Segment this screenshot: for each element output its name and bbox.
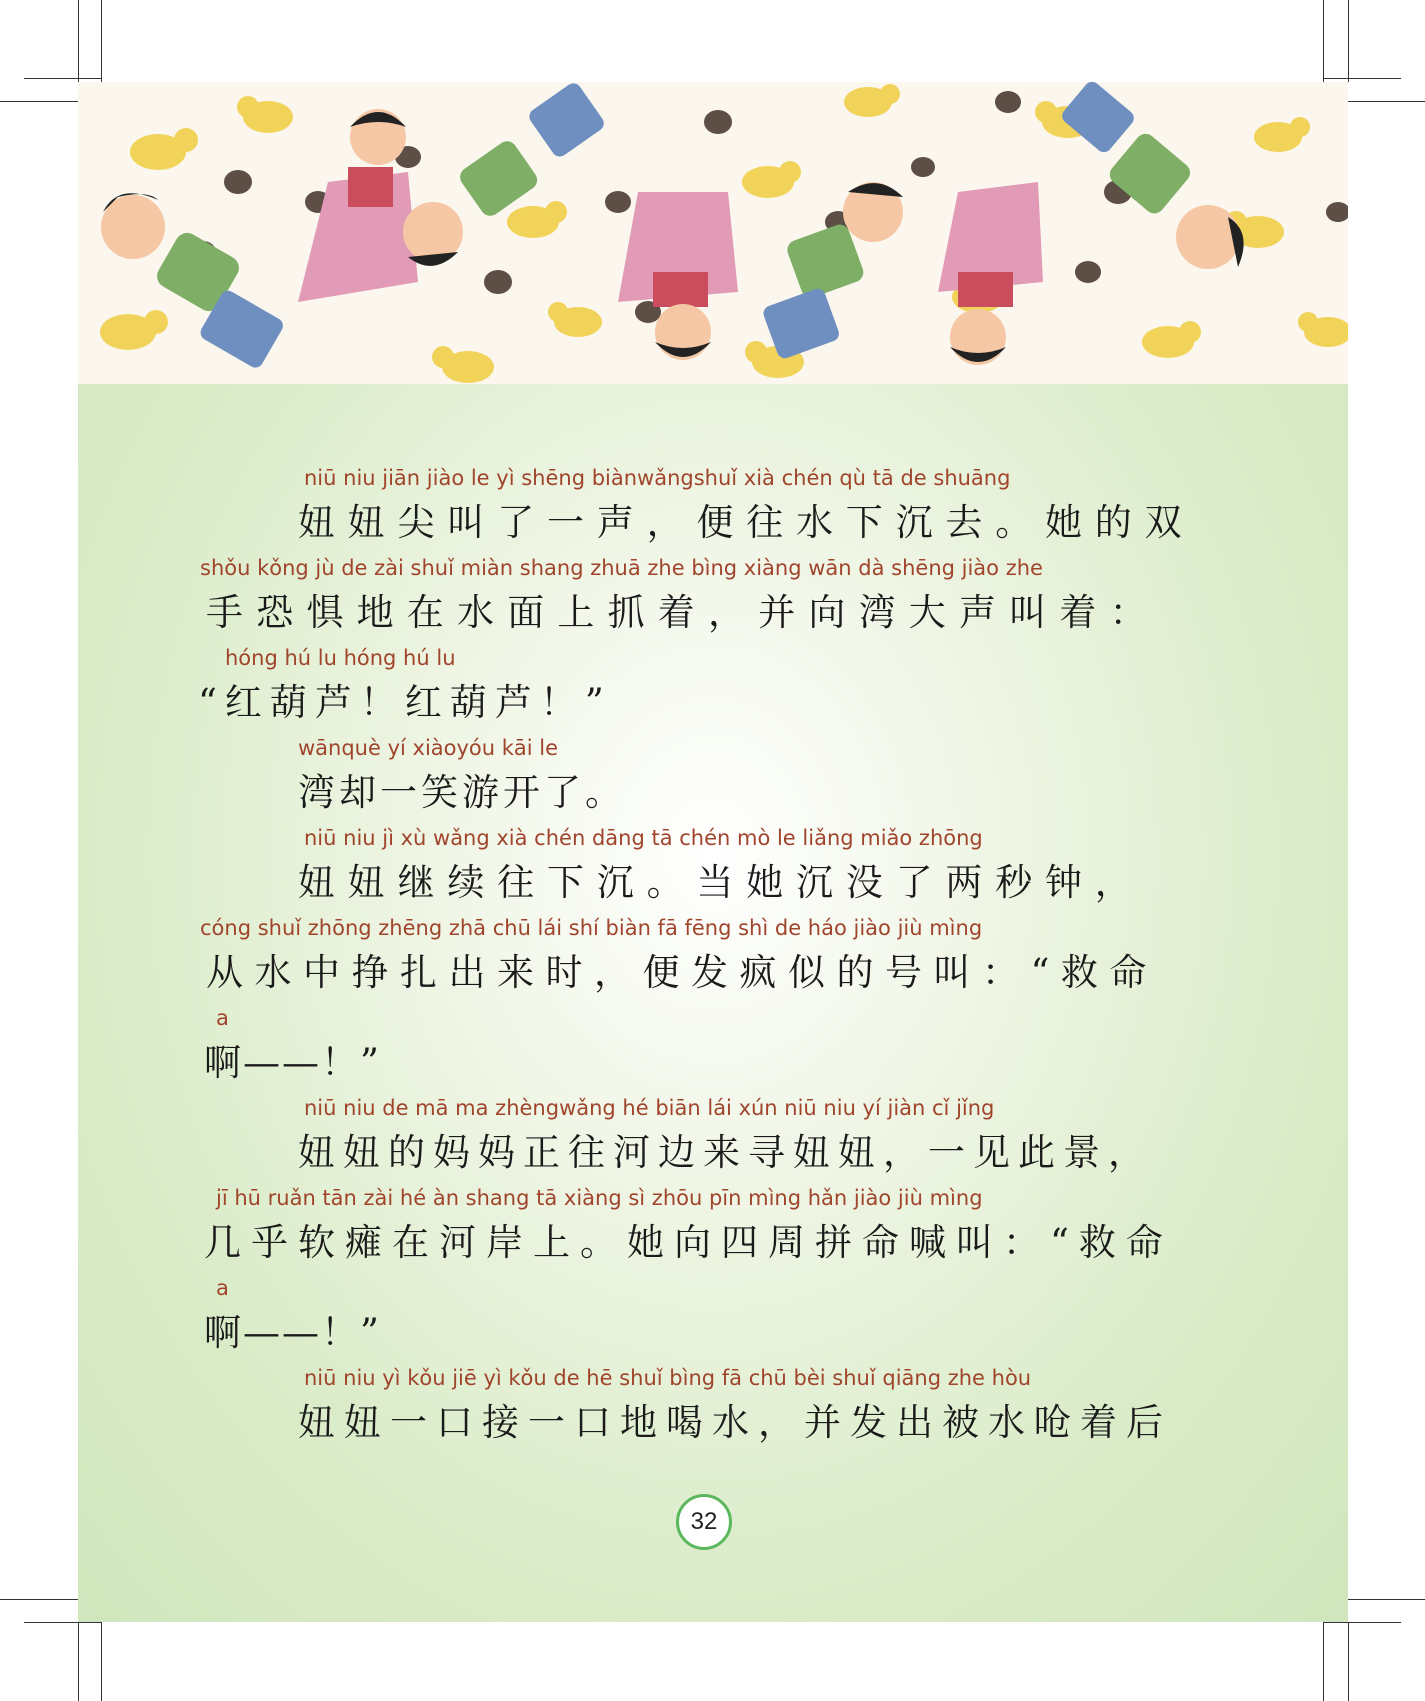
children-ducklings-illustration (78, 82, 1348, 384)
text-line-3 (78, 646, 1348, 741)
crop-mark (78, 0, 79, 82)
illustration-banner (78, 82, 1348, 384)
hanzi-line: 妞妞尖叫了一声，便往水下沉去。她的双 (298, 501, 1195, 544)
crop-mark (1348, 101, 1425, 102)
pinyin-line: hóng hú lu hóng hú lu (225, 646, 456, 670)
pinyin-line: cóng shuǐ zhōng zhēng zhā chū lái shí biàn fā fēng shì de háo jiào jiù mìng (200, 916, 983, 940)
text-line-1 (78, 466, 1348, 561)
hanzi-line: 手恐惧地在水面上抓着，并向湾大声叫着： (206, 591, 1160, 634)
pinyin-line: niū niu jì xù wǎng xià chén dāng tā chén mò le liǎng miǎo zhōng (304, 826, 983, 850)
pinyin-line: niū niu yì kǒu jiē yì kǒu de hē shuǐ bìng fā chū bèi shuǐ qiāng zhe hòu (304, 1366, 1032, 1390)
crop-mark (78, 1622, 79, 1701)
pinyin-line: jī hū ruǎn tān zài hé àn shang tā xiàng sì zhōu pīn mìng hǎn jiào jiù mìng (216, 1186, 983, 1210)
crop-mark (1348, 1622, 1349, 1701)
text-line-6 (78, 916, 1348, 1011)
page-number: 32 (676, 1494, 732, 1550)
crop-mark (1348, 1599, 1425, 1600)
text-line-9 (78, 1186, 1348, 1281)
pinyin-line: a (216, 1006, 229, 1030)
crop-mark (24, 1622, 102, 1623)
text-line-2 (78, 556, 1348, 651)
pinyin-line: niū niu de mā ma zhèngwǎng hé biān lái xún niū niu yí jiàn cǐ jǐng (304, 1096, 995, 1120)
hanzi-line: 妞妞继续往下沉。当她沉没了两秒钟， (298, 861, 1145, 904)
pinyin-line: niū niu jiān jiào le yì shēng biànwǎngshuǐ xià chén qù tā de shuāng (304, 466, 1011, 490)
crop-mark (1323, 0, 1324, 82)
hanzi-line: 妞妞的妈妈正往河边来寻妞妞，一见此景， (298, 1131, 1153, 1174)
crop-mark (101, 1622, 102, 1701)
story-text-panel (78, 384, 1348, 1622)
crop-mark (1323, 78, 1401, 79)
hanzi-line: 从水中挣扎出来时，便发疯似的号叫：“救命 (206, 951, 1158, 994)
text-line-5 (78, 826, 1348, 921)
hanzi-line: 啊——！” (204, 1311, 381, 1354)
pinyin-line: a (216, 1276, 229, 1300)
crop-mark (1323, 1622, 1401, 1623)
text-line-7 (78, 1006, 1348, 1101)
crop-mark (24, 78, 102, 79)
crop-mark (0, 101, 78, 102)
crop-mark (0, 1599, 78, 1600)
hanzi-line: “红葫芦！红葫芦！” (198, 681, 612, 724)
pinyin-line: shǒu kǒng jù de zài shuǐ miàn shang zhuā zhe bìng xiàng wān dà shēng jiào zhe (200, 556, 1043, 580)
hanzi-line: 啊——！” (204, 1041, 381, 1084)
text-line-11 (78, 1366, 1348, 1461)
hanzi-line: 几乎软瘫在河岸上。她向四周拼命喊叫：“救命 (204, 1221, 1173, 1264)
crop-mark (101, 0, 102, 82)
text-line-10 (78, 1276, 1348, 1371)
text-line-8 (78, 1096, 1348, 1191)
text-line-4 (78, 736, 1348, 831)
pinyin-line: wānquè yí xiàoyóu kāi le (298, 736, 559, 760)
hanzi-line: 妞妞一口接一口地喝水，并发出被水呛着后 (298, 1401, 1172, 1444)
hanzi-line: 湾却一笑游开了。 (298, 771, 626, 814)
crop-mark (1348, 0, 1349, 82)
crop-mark (1323, 1622, 1324, 1701)
